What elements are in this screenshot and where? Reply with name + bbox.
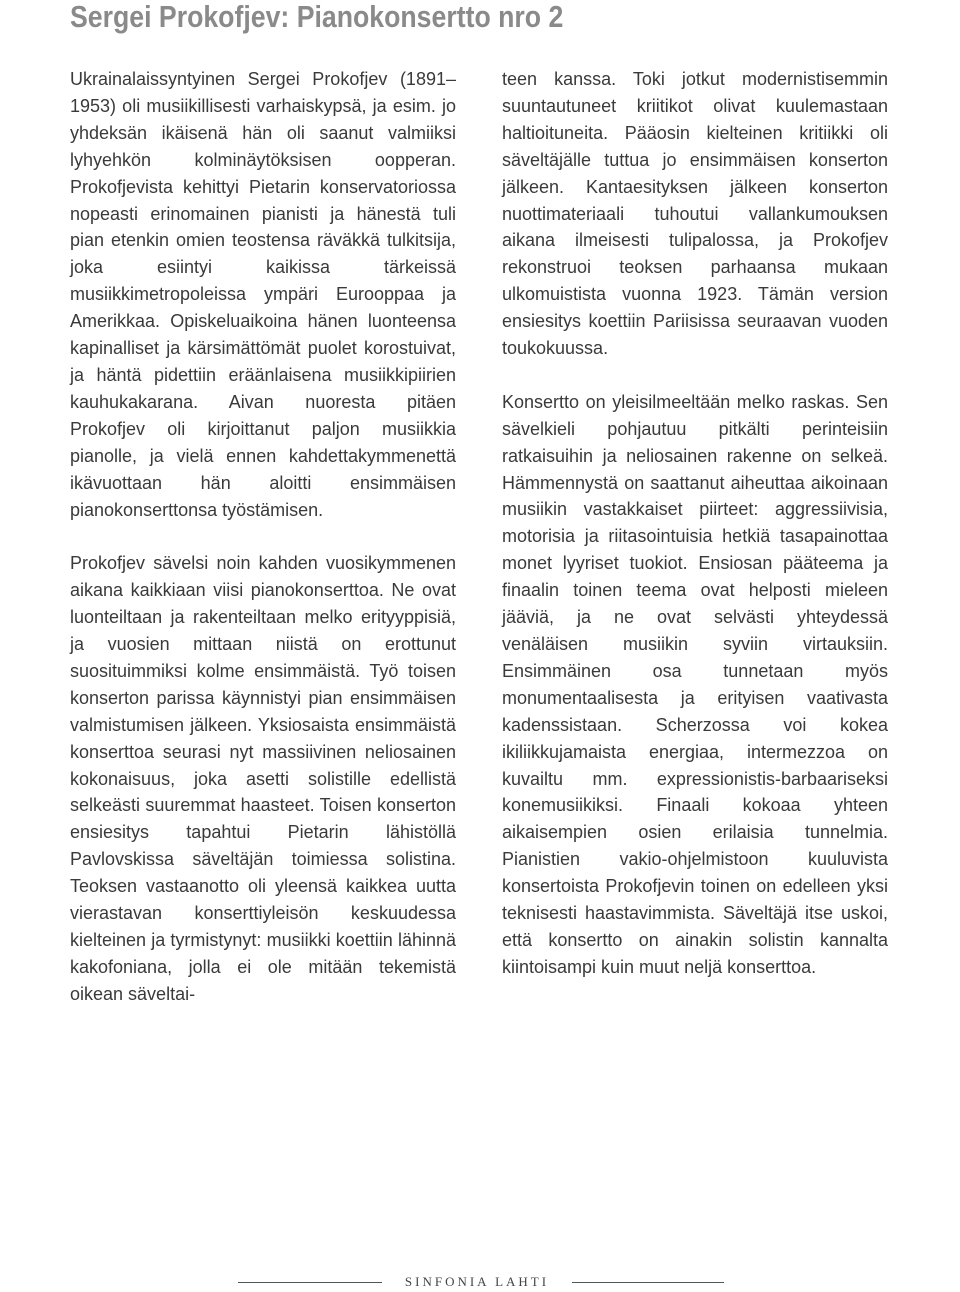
- paragraph: teen kanssa. Toki jotkut modernistisemmin suuntautuneet kriitikot olivat kuulemastaan haltioituneita. Pääosin kielteinen kritiikki oli säveltäjälle tuttua jo ensimmäisen konserton jälkeen. Kantaesityksen jälkeen konserton nuottimateriaali tuhoutui vallankumouksen aikana ilmeisesti tulipalossa, ja Prokofjev rekonstruoi teoksen parhaansa mukaan ulkomuistista vuonna 1923. Tämän version ensiesitys koettiin Pariisissa seuraavan vuoden toukokuussa.: [502, 69, 888, 359]
- footer-rule-left: [238, 1282, 382, 1283]
- paragraph: Konsertto on yleisilmeeltään melko raskas. Sen sävelkieli pohjautuu pitkälti perinteisiin ratkaisuihin ja neliosainen rakenne on selkeä. Hämmennystä on saattanut aiheuttaa aikoinaan musiikin vastakkaiset piirteet: aggressiivisia, motorisia ja riitasointuisia hetkiä tasapainottaa monet lyyriset tuokiot. Ensiosan pääteema ja finaalin toinen teema ovat helposti mieleen jääviä, ja ne ovat selvästi yhteydessä venäläisen musiikin syviin virtauksiin. Ensimmäinen osa tunnetaan myös monumentaalisesta ja erityisen vaativasta kadenssistaan. Scherzossa voi kokea ikiliikkujamaista energiaa, intermezzoa on kuvailtu mm. expressionistis-barbaariseksi konemusiikiksi. Finaali kokoaa yhteen aikaisempien osien erilaisia tunnelmia. Pianistien vakio-ohjelmistoon kuuluvista konsertoista Prokofjevin toinen on edelleen yksi teknisesti haastavimmista. Säveltäjä itse uskoi, että konsertto on ainakin solistin kannalta kiintoisampi kuin muut neljä konserttoa.: [502, 391, 888, 977]
- right-column: [502, 66, 888, 1008]
- footer-rule-right: [572, 1282, 724, 1283]
- paragraph: Ukrainalaissyntyinen Sergei Prokofjev (1891–1953) oli musiikillisesti varhaiskypsä, ja esim. jo yhdeksän ikäisenä hän oli saanut valmiiksi lyhyehkön kolminäytöksisen oopperan. Prokofjevista kehittyi Pietarin konservatoriossa nopeasti erinomainen pianisti ja hänestä tuli pian etenkin omien teostensa räväkkä tulkitsija, joka esiintyi kaikissa tärkeissä musiikkimetropoleissa ympäri Eurooppaa ja Amerikkaa. Opiskeluaikoina hänen luonteensa kapinalliset ja kärsimättömät puolet korostuivat, ja häntä pidettiin eräänlaisena musiikkipiirien kauhukakarana. Aivan nuoresta pitäen Prokofjev oli kirjoittanut paljon musiikkia pianolle, ja vielä ennen kahdettakymmenettä ikävuottaan hän aloitti ensimmäisen pianokonserttonsa työstämisen.: [70, 69, 456, 520]
- paragraph: Prokofjev sävelsi noin kahden vuosikymmenen aikana kaikkiaan viisi pianokonserttoa. Ne ovat luonteiltaan ja rakenteiltaan melko erityyppisiä, ja vuosien mittaan niistä on erottunut suosituimmiksi kolme ensimmäistä. Työ toisen konserton parissa käynnistyi pian ensimmäisen valmistumisen jälkeen. Yksiosaista ensimmäistä konserttoa seurasi nyt massiivinen neliosainen kokonaisuus, joka asetti solistille edellistä selkeästi suuremmat haasteet. Toisen konserton ensiesitys tapahtui Pietarin lähistöllä Pavlovskissa säveltäjän toimiessa solistina. Teoksen vastaanotto oli yleensä kaikkea uutta vierastavan konserttiyleisön keskuudessa kielteinen ja tyrmistynyt: musiikki koettiin lähinnä kakofoniana, jolla ei ole mitään tekemistä oikean säveltai-: [70, 553, 456, 1004]
- page-title: Sergei Prokofjev: Pianokonsertto nro 2: [70, 0, 564, 34]
- footer-brand: SINFONIA LAHTI: [404, 1274, 550, 1289]
- left-column: [70, 66, 456, 1035]
